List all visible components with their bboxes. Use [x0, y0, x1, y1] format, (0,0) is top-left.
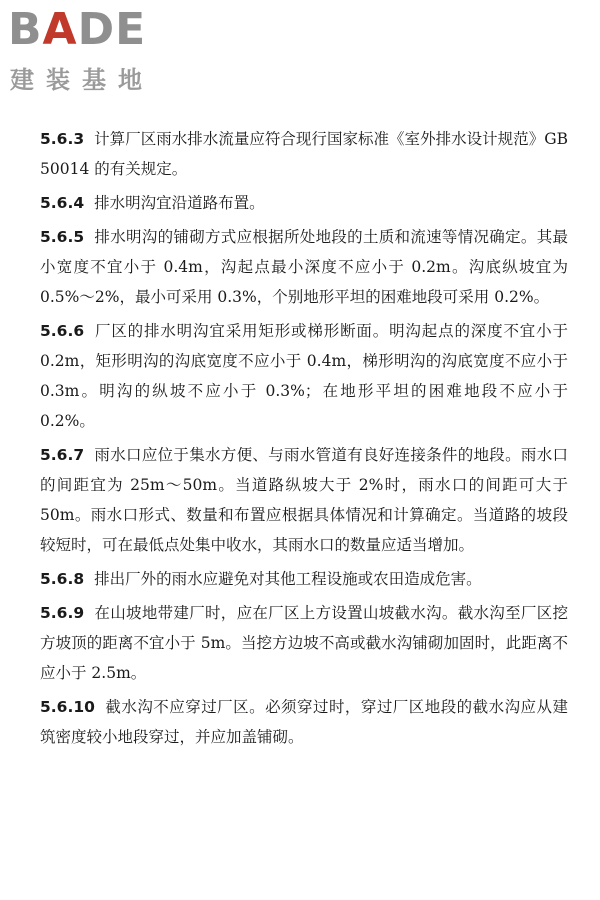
clause-text: 排出厂外的雨水应避免对其他工程设施或农田造成危害。 — [94, 570, 482, 588]
clause-5-6-9 — [40, 598, 568, 688]
clause-text: 计算厂区雨水排水流量应符合现行国家标准《室外排水设计规范》GB 50014 的有关规定。 — [40, 130, 568, 178]
clause-5-6-7 — [40, 440, 568, 560]
clause-5-6-5 — [40, 222, 568, 312]
clause-text: 排水明沟的铺砌方式应根据所处地段的土质和流速等情况确定。其最小宽度不宜小于 0.4m，沟起点最小深度不应小于 0.2m。沟底纵坡宜为 0.5%～2%，最小可采用 0.3%，个别地形平坦的困难地段可采用 0.2%。 — [40, 228, 568, 306]
clause-5-6-6 — [40, 316, 568, 436]
clause-number: 5.6.5 — [40, 228, 85, 246]
clause-number: 5.6.3 — [40, 130, 85, 148]
clause-5-6-3 — [40, 124, 568, 184]
clause-number: 5.6.7 — [40, 446, 85, 464]
clause-number: 5.6.4 — [40, 194, 85, 212]
logo-subtitle: 建装基地 — [10, 66, 154, 94]
clause-5-6-4 — [40, 188, 568, 218]
clause-text: 雨水口应位于集水方便、与雨水管道有良好连接条件的地段。雨水口的间距宜为 25m～50m。当道路纵坡大于 2%时，雨水口的间距可大于 50m。雨水口形式、数量和布置应根据具体情况和计算确定。当道路的坡段较短时，可在最低点处集中收水，其雨水口的数量应适当增加。 — [40, 446, 568, 554]
clause-5-6-10 — [40, 692, 568, 752]
clause-text: 截水沟不应穿过厂区。必须穿过时，穿过厂区地段的截水沟应从建筑密度较小地段穿过，并应加盖铺砌。 — [40, 698, 568, 746]
clause-number: 5.6.9 — [40, 604, 85, 622]
clause-number: 5.6.6 — [40, 322, 85, 340]
logo-wordmark: BADE — [8, 4, 147, 55]
clause-text: 排水明沟宜沿道路布置。 — [94, 194, 265, 212]
clause-number: 5.6.10 — [40, 698, 95, 716]
clause-text: 厂区的排水明沟宜采用矩形或梯形断面。明沟起点的深度不宜小于 0.2m，矩形明沟的沟底宽度不应小于 0.4m，梯形明沟的沟底宽度不应小于 0.3m。明沟的纵坡不应小于 0.3%；在地形平坦的困难地段不应小于 0.2%。 — [40, 322, 568, 430]
clause-number: 5.6.8 — [40, 570, 85, 588]
clause-text: 在山坡地带建厂时，应在厂区上方设置山坡截水沟。截水沟至厂区挖方坡顶的距离不宜小于 5m。当挖方边坡不高或截水沟铺砌加固时，此距离不应小于 2.5m。 — [40, 604, 568, 682]
document-body — [40, 124, 568, 756]
clause-5-6-8 — [40, 564, 568, 594]
brand-logo — [8, 4, 178, 94]
